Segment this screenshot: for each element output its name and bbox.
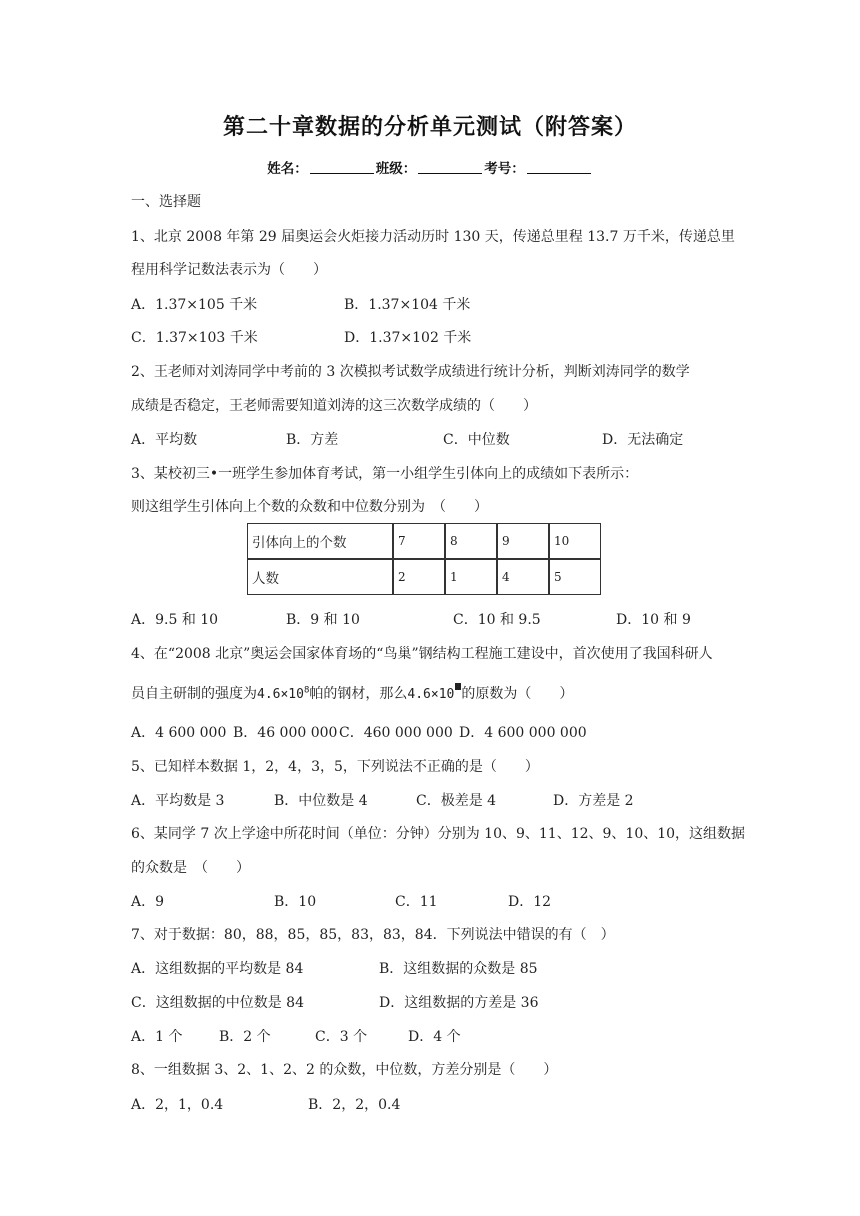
q1-stem-line1: 1、北京 2008 年第 29 届奥运会火炬接力活动历时 130 天，传递总里程 13.7 万千米，传递总里 <box>131 229 735 245</box>
exam-number-label: 考号： <box>484 161 525 177</box>
q4-option-b: B．46 000 000 <box>233 725 338 741</box>
q7-stem-line1: 7、对于数据：80，88，85，85，83，83，84．下列说法中错误的有（ ） <box>131 927 615 943</box>
q7-option-d: D．4 个 <box>408 1029 461 1045</box>
q2-option-b: B．方差 <box>286 432 339 448</box>
table-cell: 4 <box>497 559 549 595</box>
q8-option-a: A．2，1，0.4 <box>131 1097 224 1113</box>
q7-option-a: A．1 个 <box>131 1029 183 1045</box>
table-cell: 1 <box>445 559 497 595</box>
strength-formula: $4.6\times 10^8$ <box>257 685 310 702</box>
q4-text-c: 的原数为（ ） <box>461 686 574 702</box>
class-blank <box>418 161 482 174</box>
q2-stem-line1: 2、王老师对刘涛同学中考前的 3 次模拟考试数学成绩进行统计分析，判断刘涛同学的数学 <box>131 364 690 380</box>
q1-option-a: A．1.37×105 千米 <box>131 297 258 313</box>
table-cell: 8 <box>445 523 497 559</box>
q4-option-c: C．460 000 000 <box>339 725 453 741</box>
page-title: 第二十章数据的分析单元测试（附答案） <box>222 115 637 140</box>
q4-text-b: 帕的钢材，那么 <box>309 686 408 702</box>
table-cell: 引体向上的个数 <box>247 523 393 559</box>
q5-option-b: B．中位数是 4 <box>274 793 368 809</box>
q2-stem-line2: 成绩是否稳定，王老师需要知道刘涛的这三次数学成绩的（ ） <box>131 398 537 414</box>
table-cell: 2 <box>393 559 445 595</box>
table-cell: 人数 <box>247 559 393 595</box>
q7-option-c: C．3 个 <box>315 1029 368 1045</box>
q3-option-d: D．10 和 9 <box>616 612 691 628</box>
q7-statement-a: A．这组数据的平均数是 84 <box>131 961 304 977</box>
student-info-line <box>0 157 860 177</box>
q8-stem-line1: 8、一组数据 3、2、1、2、2 的众数，中位数，方差分别是（ ） <box>131 1062 558 1078</box>
q6-option-b: B．10 <box>274 894 317 910</box>
exam-number-blank <box>527 161 591 174</box>
name-blank <box>310 161 374 174</box>
q3-stem-line1: 3、某校初三•一班学生参加体育考试，第一小组学生引体向上的成绩如下表所示： <box>131 466 639 482</box>
q4-text-a: 员自主研制的强度为 <box>131 686 257 702</box>
q7-option-b: B．2 个 <box>219 1029 271 1045</box>
q4-stem-line1: 4、在“2008 北京”奥运会国家体育场的“鸟巢”钢结构工程施工建设中，首次使用了我国科研人 <box>131 646 713 662</box>
q6-stem-line2: 的众数是 （ ） <box>131 860 250 876</box>
q8-option-b: B．2，2，0.4 <box>308 1097 401 1113</box>
section-heading: 一、选择题 <box>131 194 201 210</box>
q3-stem-line2: 则这组学生引体向上个数的众数和中位数分别为 （ ） <box>131 499 488 515</box>
q3-option-b: B．9 和 10 <box>286 612 360 628</box>
q5-stem-line1: 5、已知样本数据 1，2，4，3，5，下列说法不正确的是（ ） <box>131 759 539 775</box>
q5-option-d: D．方差是 2 <box>553 793 634 809</box>
table-cell: 9 <box>497 523 549 559</box>
q4-stem-line2 <box>131 683 573 703</box>
q6-option-d: D．12 <box>508 894 552 910</box>
q7-statement-d: D．这组数据的方差是 36 <box>379 995 539 1011</box>
pullup-score-table <box>247 523 601 595</box>
q3-option-c: C．10 和 9.5 <box>453 612 541 628</box>
q4-option-d: D．4 600 000 000 <box>459 725 587 741</box>
q1-option-d: D．1.37×102 千米 <box>344 330 472 346</box>
q1-stem-line2: 程用科学记数法表示为（ ） <box>131 262 327 278</box>
table-cell: 5 <box>549 559 601 595</box>
table-row <box>247 523 601 559</box>
blank-exponent-formula: 4.6×10 <box>407 687 461 702</box>
class-label: 班级： <box>375 161 417 177</box>
q2-option-d: D．无法确定 <box>602 432 684 448</box>
q7-statement-b: B．这组数据的众数是 85 <box>379 961 538 977</box>
table-row <box>247 559 601 595</box>
q6-option-a: A．9 <box>131 894 165 910</box>
q7-statement-c: C．这组数据的中位数是 84 <box>131 995 304 1011</box>
q6-stem-line1: 6、某同学 7 次上学途中所花时间（单位：分钟）分别为 10、9、11、12、9、10、10，这组数据 <box>131 826 746 842</box>
q6-option-c: C．11 <box>395 894 438 910</box>
q2-option-c: C．中位数 <box>443 432 510 448</box>
q1-option-c: C．1.37×103 千米 <box>131 330 258 346</box>
q5-option-a: A．平均数是 3 <box>131 793 225 809</box>
q2-option-a: A．平均数 <box>131 432 198 448</box>
table-cell: 7 <box>393 523 445 559</box>
q4-option-a: A．4 600 000 <box>131 725 227 741</box>
q1-option-b: B．1.37×104 千米 <box>344 297 471 313</box>
q5-option-c: C．极差是 4 <box>416 793 497 809</box>
name-label: 姓名： <box>267 161 308 177</box>
q3-option-a: A．9.5 和 10 <box>131 612 219 628</box>
table-cell: 10 <box>549 523 601 559</box>
